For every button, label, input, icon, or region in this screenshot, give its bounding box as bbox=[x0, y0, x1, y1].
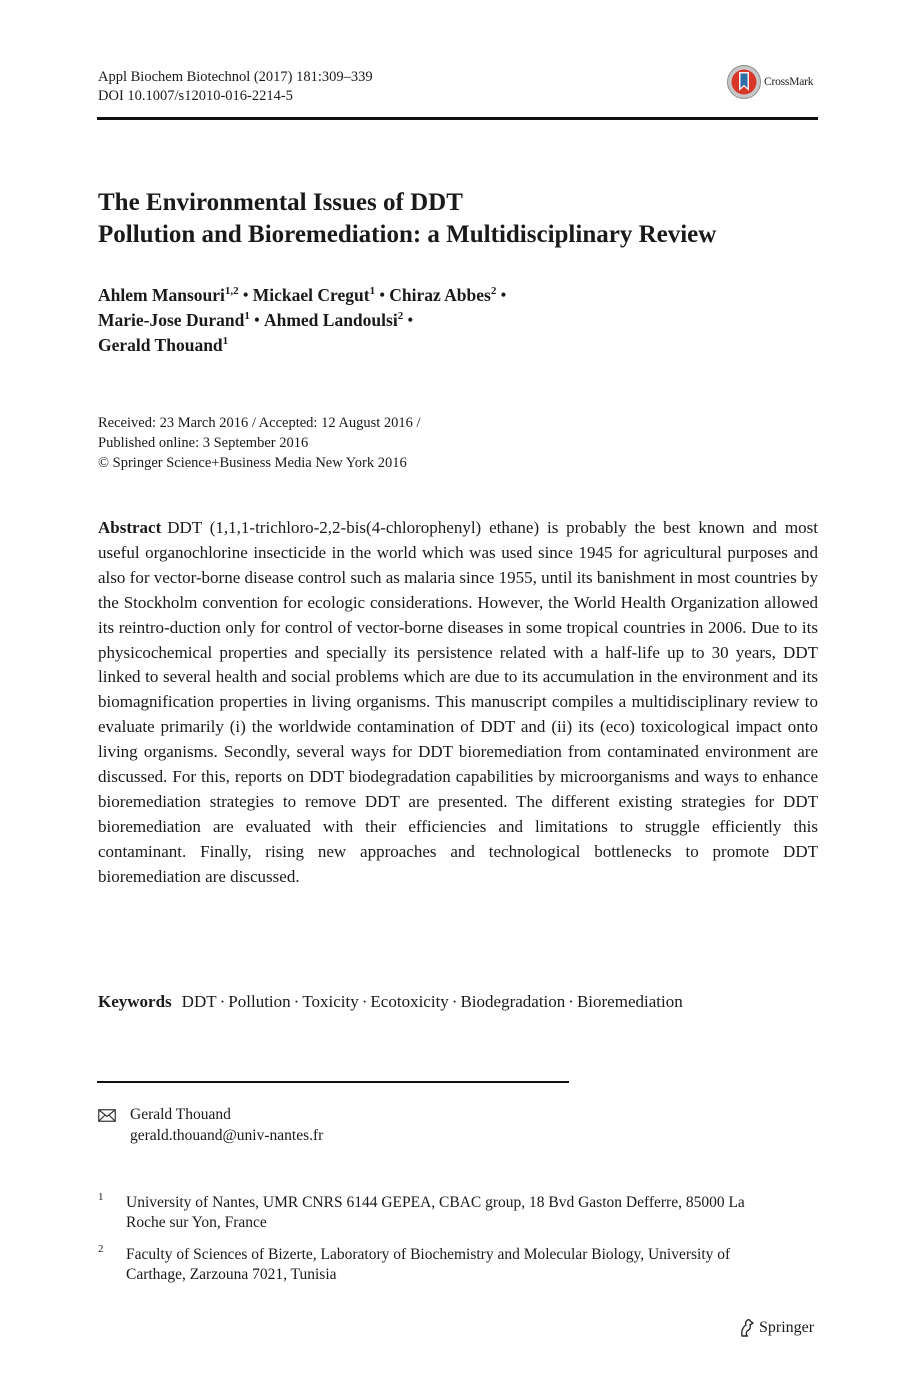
author-separator: • bbox=[253, 310, 260, 330]
footnote-rule bbox=[97, 1081, 569, 1083]
correspondent-name: Gerald Thouand bbox=[130, 1106, 231, 1123]
author-affiliation-ref: 1 bbox=[222, 335, 229, 347]
keyword: DDT bbox=[181, 992, 217, 1011]
keyword: Biodegradation bbox=[460, 992, 566, 1011]
published-online: Published online: 3 September 2016 bbox=[98, 435, 309, 451]
envelope-icon bbox=[98, 1109, 116, 1122]
keywords-label: Keywords bbox=[98, 992, 172, 1011]
keyword-separator: · bbox=[361, 992, 368, 1011]
author-list bbox=[98, 283, 510, 358]
keyword-separator: · bbox=[568, 992, 574, 1011]
keyword-separator: · bbox=[293, 992, 300, 1011]
affiliation-line: University of Nantes, UMR CNRS 6144 GEPEA, CBAC group, 18 Bvd Gaston Defferre, 85000 La bbox=[126, 1194, 745, 1211]
author-affiliation-ref: 2 bbox=[397, 310, 404, 322]
title-line-1: The Environmental Issues of DDT bbox=[98, 189, 463, 216]
keyword: Toxicity bbox=[302, 992, 359, 1011]
crossmark-badge[interactable] bbox=[726, 64, 813, 100]
affiliation-line: Roche sur Yon, France bbox=[126, 1214, 267, 1231]
author-name[interactable]: Marie-Jose Durand bbox=[98, 310, 245, 330]
author-affiliation-ref: 2 bbox=[490, 285, 497, 297]
author-separator: • bbox=[379, 285, 386, 305]
author-name[interactable]: Gerald Thouand bbox=[98, 335, 223, 355]
author-name[interactable]: Chiraz Abbes bbox=[389, 285, 491, 305]
author-affiliation-ref: 1 bbox=[244, 310, 250, 322]
keyword-separator: · bbox=[451, 992, 458, 1011]
crossmark-label: CrossMark bbox=[764, 76, 814, 88]
header-rule bbox=[97, 117, 818, 120]
abstract-label: Abstract bbox=[98, 518, 162, 537]
crossmark-icon bbox=[726, 64, 762, 100]
title-line-2: Pollution and Bioremediation: a Multidisciplinary Review bbox=[98, 221, 717, 248]
copyright: © Springer Science+Business Media New York 2016 bbox=[98, 455, 407, 471]
abstract bbox=[98, 516, 818, 890]
correspondence bbox=[98, 1104, 323, 1146]
keyword: Ecotoxicity bbox=[370, 992, 449, 1011]
author-affiliation-ref: 1,2 bbox=[224, 285, 239, 297]
affiliation-line: Faculty of Sciences of Bizerte, Laboratory of Biochemistry and Molecular Biology, University of bbox=[126, 1246, 731, 1263]
abstract-text: DDT (1,1,1-trichloro-2,2-bis(4-chlorophenyl) ethane) is probably the best known and most useful organochlorine insecticide in the world which was used since 1945 for agricultural purposes and also for vector-borne disease control such as malaria since 1955, until its banishment in most countries by the Stockholm convention for ecologic considerations. However, the World Health Organization allowed its reintro-duction only for control of vector-borne diseases in some tropical countries in 2006. Due to its physicochemical properties and specially its persistence related with a half-life up to 30 years, DDT linked to several health and social problems which are due to its accumulation in the environment and its biomagnification properties in living organisms. This manuscript compiles a multidisciplinary review to evaluate primarily (i) the worldwide contamination of DDT and (ii) its (eco) toxicological impact onto living organisms. Secondly, several ways for DDT bioremediation from contaminated environment are discussed. For this, reports on DDT biodegradation capabilities by microorganisms and ways to enhance bioremediation strategies to remove DDT are presented. The different existing strategies for DDT bioremediation are evaluated with their efficiencies and limitations to struggle efficiently this contaminant. Finally, rising new approaches and technological bottlenecks to promote DDT bioremediation are discussed. bbox=[98, 518, 818, 886]
affiliation-2 bbox=[98, 1245, 818, 1285]
springer-horse-icon bbox=[738, 1318, 756, 1338]
author-affiliation-ref: 1 bbox=[369, 285, 376, 297]
article-title bbox=[98, 187, 716, 251]
publisher-logo bbox=[738, 1318, 814, 1338]
keyword: Bioremediation bbox=[576, 992, 683, 1011]
keyword: Pollution bbox=[228, 992, 291, 1011]
affiliation-line: Carthage, Zarzouna 7021, Tunisia bbox=[126, 1266, 337, 1283]
received-accepted: Received: 23 March 2016 / Accepted: 12 August 2016 / bbox=[98, 415, 421, 431]
journal-citation: Appl Biochem Biotechnol (2017) 181:309–339 bbox=[98, 69, 373, 85]
affiliation-number: 2 bbox=[98, 1243, 104, 1255]
author-separator: • bbox=[500, 285, 507, 305]
author-separator: • bbox=[242, 285, 249, 305]
author-name[interactable]: Ahmed Landoulsi bbox=[263, 310, 398, 330]
affiliation-number: 1 bbox=[98, 1191, 104, 1203]
author-name[interactable]: Mickael Cregut bbox=[252, 285, 370, 305]
journal-header bbox=[98, 68, 373, 106]
correspondent-email[interactable]: gerald.thouand@univ-nantes.fr bbox=[130, 1127, 324, 1144]
author-name[interactable]: Ahlem Mansouri bbox=[98, 285, 225, 305]
affiliation-1 bbox=[98, 1193, 818, 1233]
keyword-separator: · bbox=[219, 992, 226, 1011]
publisher-name: Springer bbox=[759, 1319, 815, 1336]
publication-dates bbox=[98, 413, 421, 473]
keywords bbox=[98, 990, 683, 1014]
doi[interactable]: DOI 10.1007/s12010-016-2214-5 bbox=[98, 88, 293, 104]
author-separator: • bbox=[407, 310, 414, 330]
